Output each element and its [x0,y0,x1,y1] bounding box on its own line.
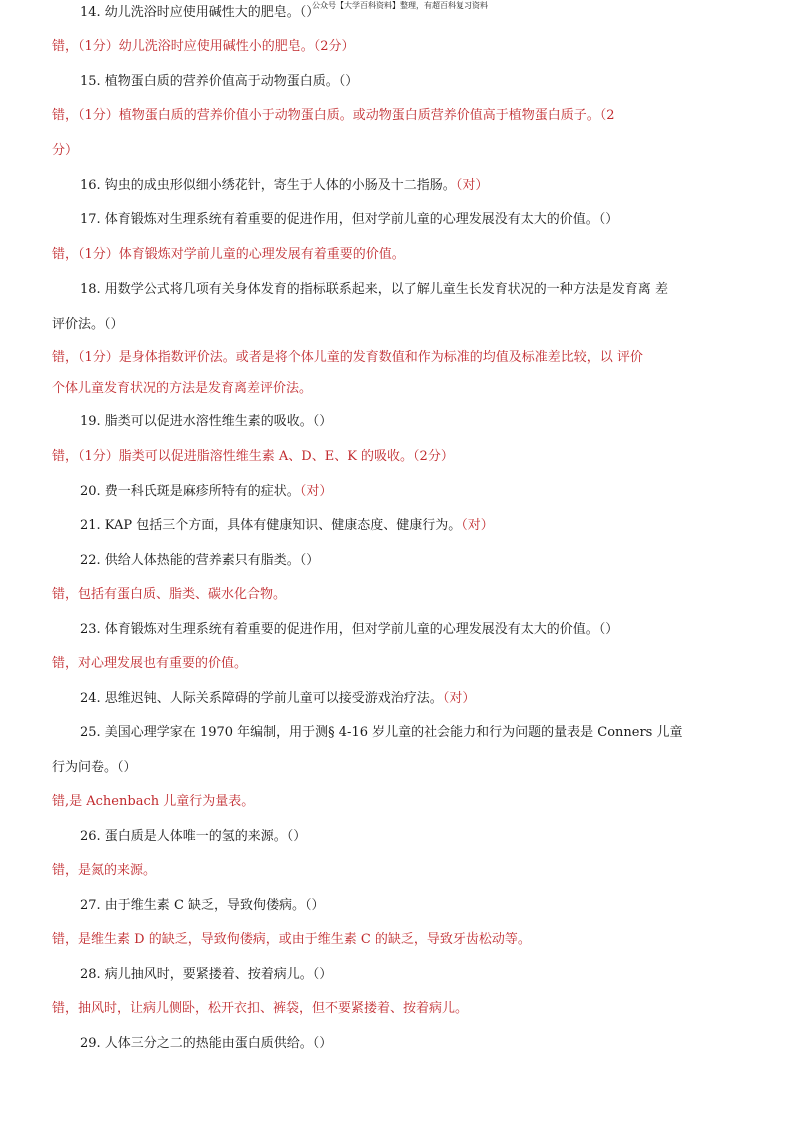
question-25-line2: 行为问卷。（） [52,760,137,775]
answer-22: 错，包括有蛋白质、脂类、碳水化合物。 [52,587,287,602]
question-29: 29. 人体三分之二的热能由蛋白质供给。（） [80,1036,333,1051]
question-26: 26. 蛋白质是人体唯一的氢的来源。（） [80,829,307,844]
answer-15-line2: 分） [52,143,79,158]
answer-14: 错，（1分）幼儿洗浴时应使用碱性小的肥皂。（2分） [52,39,355,54]
question-21-text: 21. KAP 包括三个方面，具体有健康知识、健康态度、健康行为。 [80,518,462,533]
answer-28: 错，抽风时，让病儿侧卧，松开衣扣、裤袋，但不要紧搂着、按着病儿。 [52,1001,469,1016]
answer-27: 错，是维生素 D 的缺乏，导致佝偻病，或由于维生素 C 的缺乏，导致牙齿松动等。 [52,932,531,947]
question-18-line2: 评价法。（） [52,317,124,332]
question-21 [80,517,494,535]
question-23: 23. 体育锻炼对生理系统有着重要的促进作用，但对学前儿童的心理发展没有太大的价值。（） [80,622,619,637]
question-28: 28. 病儿抽风时，要紧搂着、按着病儿。（） [80,967,333,982]
header-note: 公众号【大学百科资料】整理，有超百科复习资料 [312,1,488,10]
question-27: 27. 由于维生素 C 缺乏，导致佝偻病。（） [80,898,325,913]
answer-mark-20: （对） [299,484,333,499]
question-24-text: 24. 思维迟钝、人际关系障碍的学前儿童可以接受游戏治疗法。 [80,691,443,706]
answer-25: 错,是 Achenbach 儿童行为量表。 [52,794,255,809]
answer-19: 错，（1分）脂类可以促进脂溶性维生素 A、D、E、K 的吸收。（2分） [52,449,454,464]
answer-mark-16: （对） [455,178,489,193]
answer-18-line1: 错，（1分）是身体指数评价法。或者是将个体儿童的发育数值和作为标准的均值及标准差比较，以 评价 [52,350,643,365]
answer-15-line1: 错，（1分）植物蛋白质的营养价值小于动物蛋白质。或动物蛋白质营养价值高于植物蛋白质子。（2 [52,108,615,123]
answer-17: 错，（1分）体育锻炼对学前儿童的心理发展有着重要的价值。 [52,247,405,262]
question-16-text: 16. 钩虫的成虫形似细小绣花针，寄生于人体的小肠及十二指肠。 [80,178,456,193]
question-20 [80,483,332,501]
question-18-line1: 18. 用数学公式将几项有关身体发育的指标联系起来，以了解儿童生长发育状况的一种方法是发育离 差 [80,282,668,297]
question-25-line1: 25. 美国心理学家在 1970 年编制，用于测§ 4-16 岁儿童的社会能力和行为问题的量表是 Conners 儿童 [80,725,683,740]
question-15: 15. 植物蛋白质的营养价值高于动物蛋白质。（） [80,74,359,89]
answer-18-line2: 个体儿童发育状况的方法是发育离差评价法。 [52,381,313,396]
question-16 [80,177,488,195]
question-14: 14. 幼儿洗浴时应使用碱性大的肥皂。（） [80,5,320,20]
question-22: 22. 供给人体热能的营养素只有脂类。（） [80,553,320,568]
question-19: 19. 脂类可以促进水溶性维生素的吸收。（） [80,414,333,429]
answer-mark-24: （对） [442,691,476,706]
question-17: 17. 体育锻炼对生理系统有着重要的促进作用，但对学前儿童的心理发展没有太大的价值。（） [80,212,619,227]
answer-mark-21: （对） [461,518,494,533]
question-20-text: 20. 费一科氏斑是麻疹所特有的症状。 [80,484,300,499]
question-24 [80,690,475,708]
answer-26: 错，是氮的来源。 [52,863,157,878]
answer-23: 错，对心理发展也有重要的价值。 [52,656,248,671]
